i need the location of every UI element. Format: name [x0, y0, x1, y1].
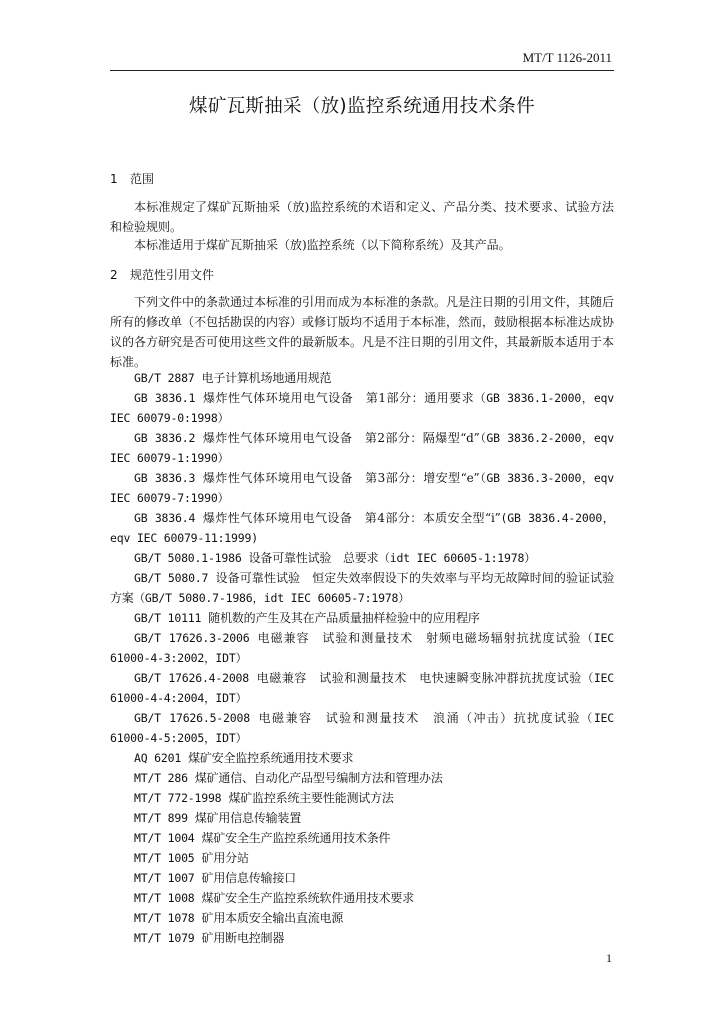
reference-title: 爆炸性气体环境用电气设备 第3部分：增安型“e” [202, 471, 480, 485]
reference-code: GB/T 17626.5-2008 [134, 711, 250, 725]
reference-code: MT/T 1008 [134, 891, 195, 905]
reference-item [110, 788, 614, 808]
reference-equivalence: （IEC 61000-4-3:2002，IDT） [110, 631, 614, 665]
reference-code: GB/T 2887 [134, 371, 195, 385]
reference-item [110, 668, 614, 708]
reference-equivalence: （GB 3836.2-2000，eqv IEC 60079-1:1990） [110, 431, 615, 465]
reference-code: GB/T 10111 [134, 611, 202, 625]
reference-code: GB 3836.2 [134, 431, 196, 445]
scope-paragraph-2: 本标准适用于煤矿瓦斯抽采（放)监控系统（以下简称系统）及其产品。 [134, 238, 511, 252]
reference-title: 矿用信息传输接口 [201, 871, 296, 885]
reference-equivalence: （IEC 61000-4-5:2005，IDT） [110, 711, 614, 745]
reference-code: MT/T 899 [134, 811, 188, 825]
reference-code: GB 3836.4 [134, 511, 196, 525]
reference-code: MT/T 286 [134, 771, 188, 785]
reference-item [110, 828, 614, 848]
reference-equivalence: （GB 3836.1-2000，eqv IEC 60079-0:1998） [110, 391, 615, 425]
reference-equivalence: （idt IEC 60605-1:1978） [378, 551, 536, 565]
reference-title: 电磁兼容 试验和测量技术 浪涌（冲击）抗扰度试验 [256, 711, 581, 725]
reference-title: 电磁兼容 试验和测量技术 射频电磁场辐射抗扰度试验 [256, 631, 582, 645]
reference-title: 煤矿通信、自动化产品型号编制方法和管理办法 [194, 771, 443, 785]
reference-code: MT/T 1007 [134, 871, 195, 885]
reference-item [110, 708, 614, 748]
reference-item [110, 748, 614, 768]
reference-title: 电子计算机场地通用规范 [201, 371, 332, 385]
reference-code: MT/T 1004 [134, 831, 195, 845]
page-number: 1 [606, 951, 612, 965]
reference-equivalence: (GB 3836.4-2000，eqv IEC 60079-11:1999) [110, 511, 615, 545]
reference-item [110, 908, 614, 928]
reference-title: 煤矿安全生产监控系统软件通用技术要求 [201, 891, 414, 905]
reference-code: GB 3836.1 [134, 391, 196, 405]
reference-title: 矿用分站 [201, 851, 249, 865]
scope-paragraph-1: 本标准规定了煤矿瓦斯抽采（放)监控系统的术语和定义、产品分类、技术要求、试验方法和检验规则。 [110, 200, 614, 234]
reference-code: MT/T 1079 [134, 931, 195, 945]
document-title: 煤矿瓦斯抽采（放)监控系统通用技术条件 [189, 96, 535, 117]
reference-title: 设备可靠性试验 总要求 [248, 551, 379, 565]
reference-code: GB/T 5080.7 [134, 571, 209, 585]
reference-code: MT/T 1005 [134, 851, 195, 865]
reference-title: 随机数的产生及其在产品质量抽样检验中的应用程序 [208, 611, 480, 625]
reference-title: 设备可靠性试验 恒定失效率假设下的失效率与平均无故障时间的验证试验方案 [110, 571, 614, 605]
reference-item [110, 888, 614, 908]
reference-item [110, 568, 614, 608]
section-heading-scope [110, 170, 154, 187]
reference-equivalence: （IEC 61000-4-4:2004，IDT） [110, 671, 614, 705]
reference-item [110, 388, 614, 428]
section-title: 范围 [130, 172, 155, 186]
header-rule [110, 70, 614, 71]
reference-item [110, 768, 614, 788]
reference-title: 煤矿监控系统主要性能测试方法 [228, 791, 394, 805]
reference-item [110, 508, 614, 548]
reference-title: 矿用断电控制器 [201, 931, 285, 945]
reference-title: 电磁兼容 试验和测量技术 电快速瞬变脉冲群抗扰度试验 [256, 671, 582, 685]
reference-title: 矿用本质安全输出直流电源 [201, 911, 344, 925]
reference-code: MT/T 772-1998 [134, 791, 222, 805]
reference-code: GB/T 17626.4-2008 [134, 671, 250, 685]
standard-code: MT/T 1126-2011 [522, 50, 612, 65]
section-number: 2 [110, 268, 118, 282]
reference-code: GB/T 5080.1-1986 [134, 551, 242, 565]
reference-item [110, 368, 614, 388]
reference-item [110, 928, 614, 948]
reference-code: MT/T 1078 [134, 911, 195, 925]
reference-title: 爆炸性气体环境用电气设备 第1部分：通用要求 [202, 391, 475, 405]
reference-item [110, 608, 614, 628]
reference-title: 煤矿用信息传输装置 [194, 811, 302, 825]
section-heading-references [110, 266, 214, 283]
reference-item [110, 548, 614, 568]
section-title: 规范性引用文件 [130, 268, 215, 282]
reference-list [110, 368, 614, 948]
section-number: 1 [110, 172, 118, 186]
reference-title: 煤矿安全生产监控系统通用技术条件 [201, 831, 391, 845]
reference-item [110, 468, 614, 508]
reference-equivalence: （GB/T 5080.7-1986，idt IEC 60605-7:1978） [133, 591, 410, 605]
reference-item [110, 628, 614, 668]
reference-code: AQ 6201 [134, 751, 182, 765]
reference-title: 煤矿安全监控系统通用技术要求 [188, 751, 354, 765]
reference-item [110, 848, 614, 868]
reference-equivalence: （GB 3836.3-2000，eqv IEC 60079-7:1990） [110, 471, 614, 505]
reference-code: GB/T 17626.3-2006 [134, 631, 250, 645]
reference-code: GB 3836.3 [134, 471, 196, 485]
reference-item [110, 868, 614, 888]
reference-item [110, 428, 614, 468]
references-intro: 下列文件中的条款通过本标准的引用而成为本标准的条款。凡是注日期的引用文件，其随后所有的修改单（不包括勘误的内容）或修订版均不适用于本标准，然而，鼓励根据本标准达成协议的各方研究是否可使用这些文件的最新版本。凡是不注日期的引用文件，其最新版本适用于本标准。 [110, 295, 615, 369]
reference-title: 爆炸性气体环境用电气设备 第4部分：本质安全型“i” [202, 511, 501, 525]
reference-title: 爆炸性气体环境用电气设备 第2部分：隔爆型“d” [202, 431, 480, 445]
reference-item [110, 808, 614, 828]
